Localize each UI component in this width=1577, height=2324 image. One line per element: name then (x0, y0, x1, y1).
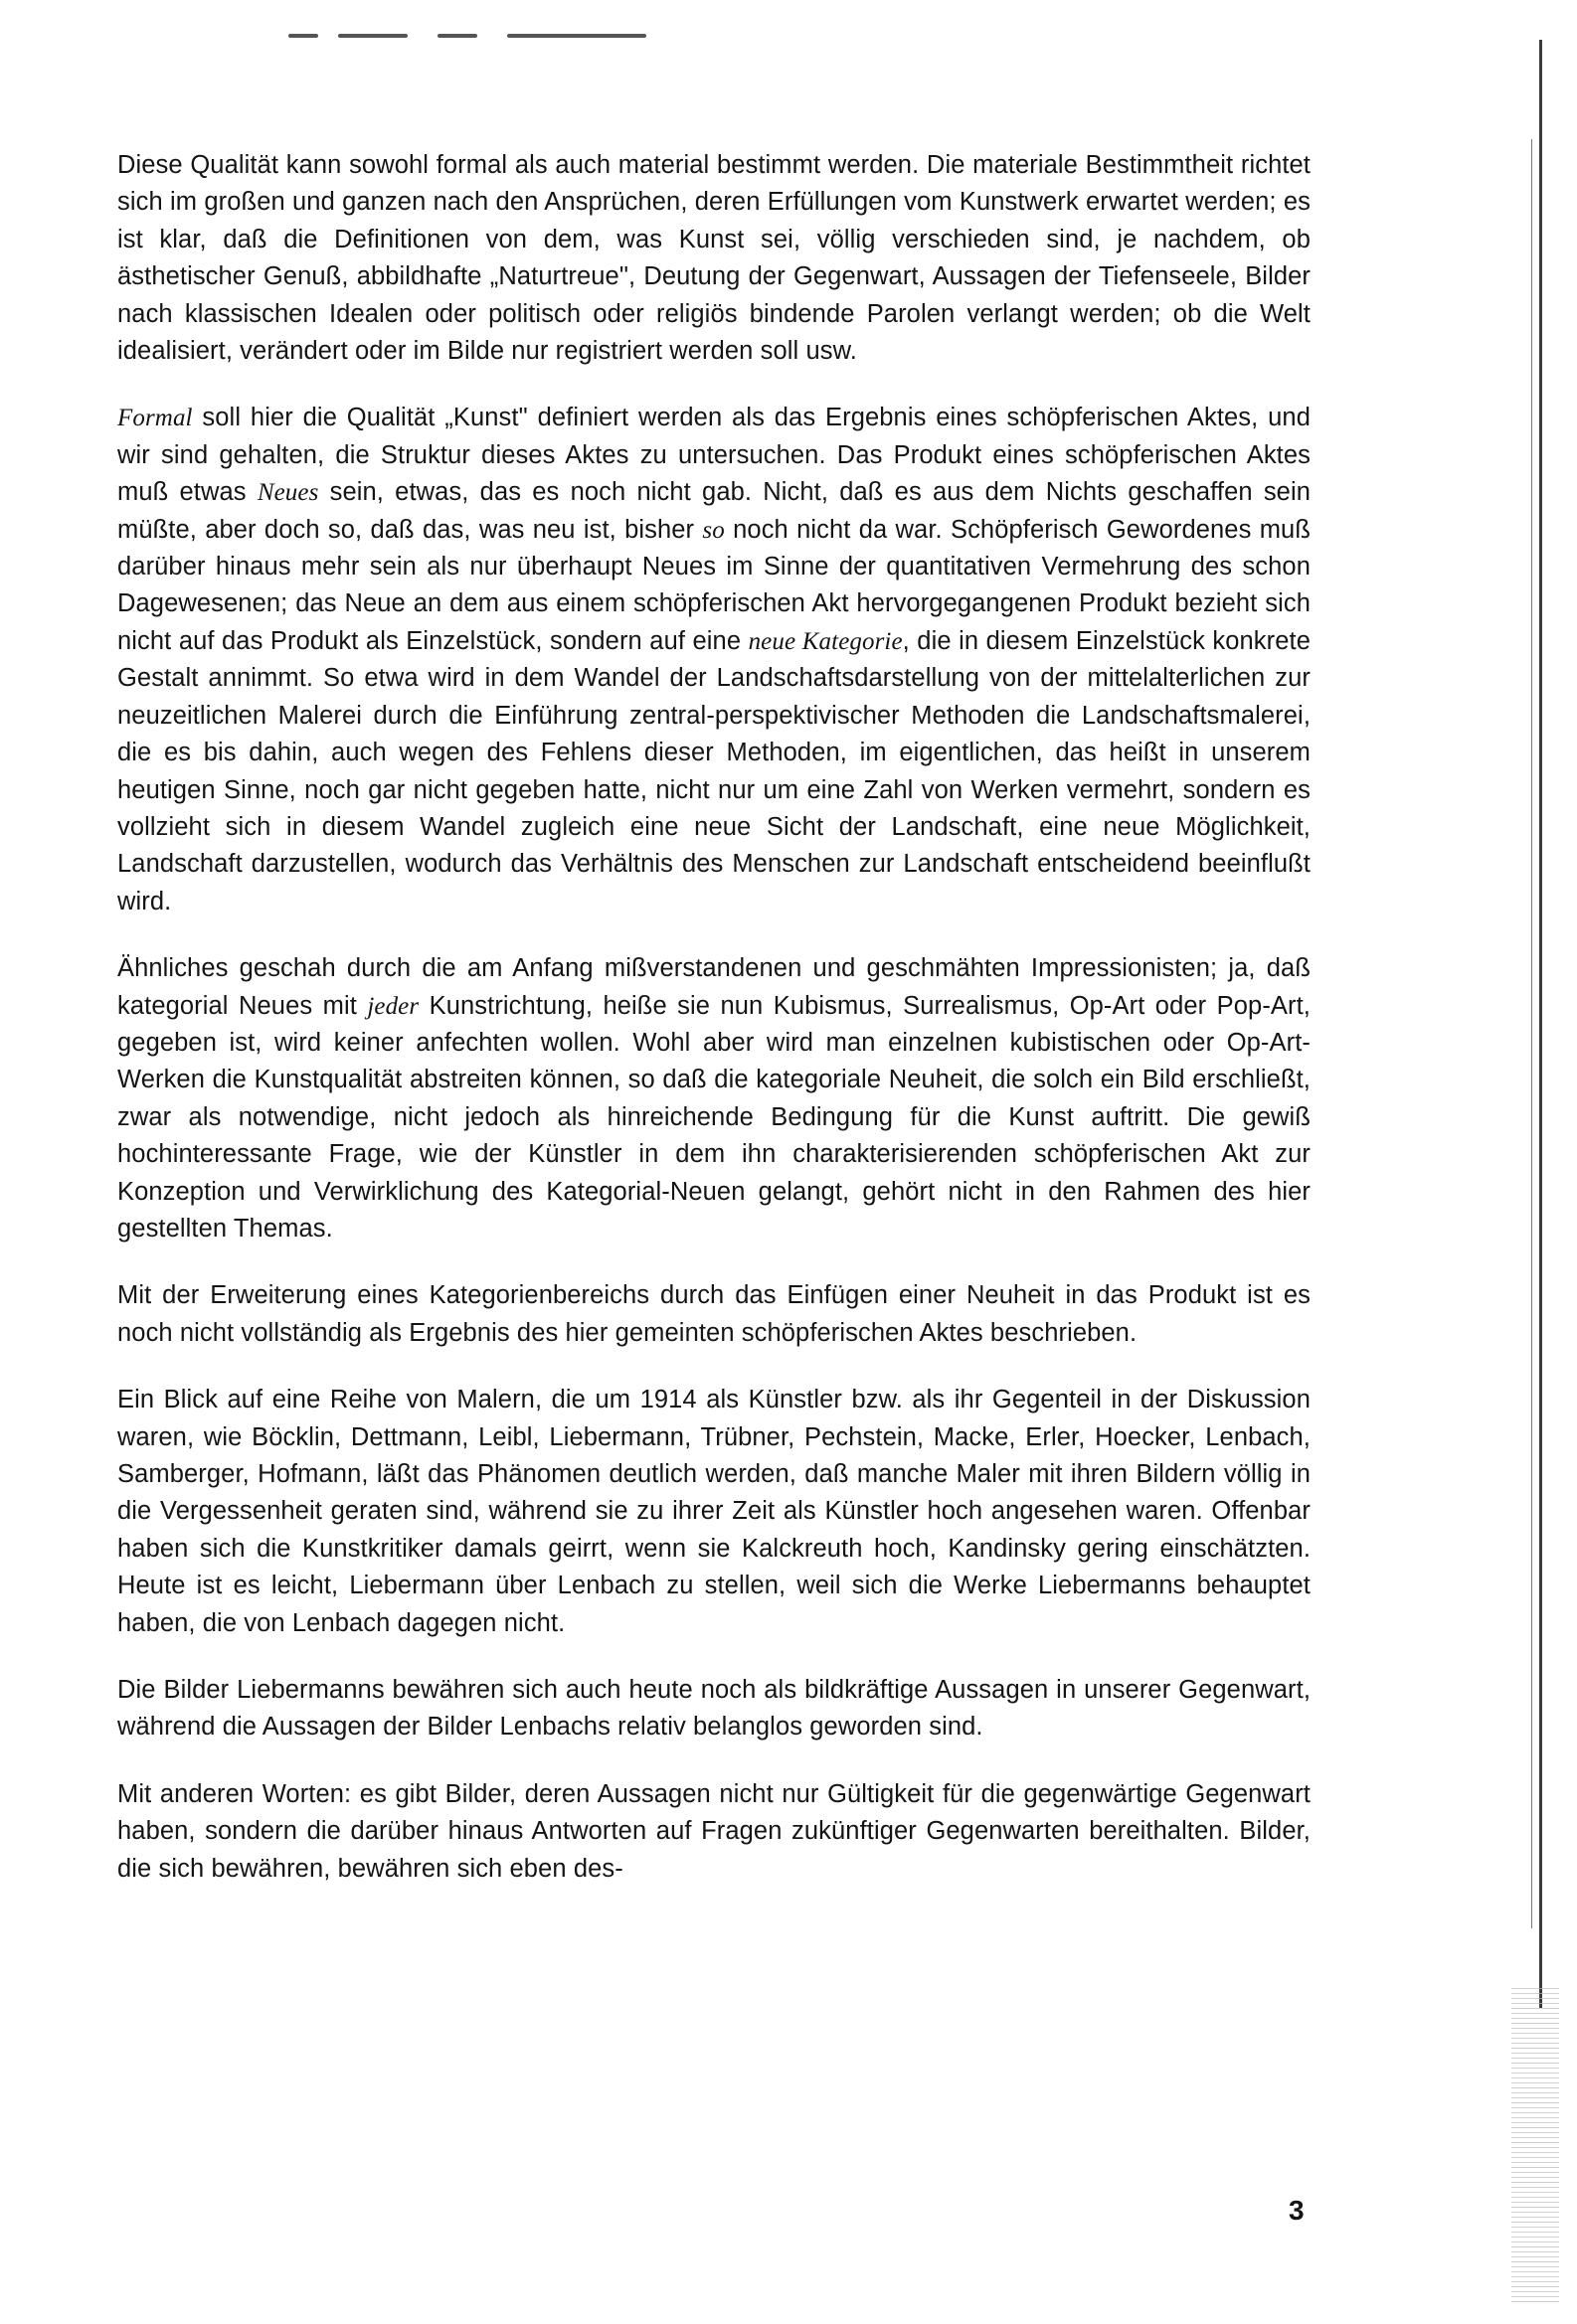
paragraph-4 (117, 1277, 1311, 1352)
italic-run: jeder (367, 992, 420, 1020)
paragraph-1 (117, 147, 1311, 370)
scan-header-marks (288, 28, 706, 42)
paragraph-2 (117, 400, 1311, 920)
scan-binding-edge (1503, 40, 1563, 2316)
page-body (117, 147, 1311, 1917)
text-run: Kunstrichtung, heiße sie nun Kubismus, Surrealismus, Op-Art oder Pop-Art, gegeben ist, wird keiner anfechten wollen. Wohl aber wird man einzelnen kubistischen oder Op-Art-Werken die Kunstqualität abstreiten können, so daß die kategoriale Neuheit, die solch ein Bild erschließt, zwar als notwendige, nicht jedoch als hinreichende Bedingung für die Kunst auftritt. Die gewiß hochinteressante Frage, wie der Künstler in dem ihn charakterisierenden schöpferischen Akt zur Konzeption und Verwirklichung des Kategorial-Neuen gelangt, gehört nicht in den Rahmen des hier gestellten Themas. (117, 991, 1311, 1243)
text-run: sein, etwas, das es noch nicht gab. Nicht, daß es aus dem Nichts geschaffen sein müßte, aber doch so, daß das, was neu ist, bisher (117, 478, 1311, 544)
text-run: soll hier die Qualität „Kunst" definiert werden als das Ergebnis eines schöpferischen Aktes, und wir sind gehalten, die Struktur dieses Aktes zu untersuchen. Das Produkt eines schöpferischen Aktes muß etwas (117, 404, 1311, 507)
paragraph-7 (117, 1776, 1311, 1888)
binding-line-thin (1531, 139, 1532, 1928)
text-run: Diese Qualität kann sowohl formal als auch material bestimmt werden. Die materiale Bestimmtheit richtet sich im großen und ganzen nach den Ansprüchen, deren Erfüllungen vom Kunstwerk erwartet werden; es ist klar, daß die Definitionen von dem, was Kunst sei, völlig verschieden sind, je nachdem, ob ästhetischer Genuß, abbildhafte „Naturtreue", Deutung der Gegenwart, Aussagen der Tiefenseele, Bilder nach klassischen Idealen oder politisch oder religiös bindende Parolen verlangt werden; ob die Welt idealisiert, verändert oder im Bilde nur registriert werden soll usw. (117, 151, 1311, 366)
text-run: Die Bilder Liebermanns bewähren sich auch heute noch als bildkräftige Aussagen in unserer Gegenwart, während die Aussagen der Bilder Lenbachs relativ belanglos geworden sind. (117, 1676, 1311, 1742)
italic-run: Neues (257, 479, 319, 507)
text-run: Mit anderen Worten: es gibt Bilder, deren Aussagen nicht nur Gültigkeit für die gegenwärtige Gegenwart haben, sondern die darüber hinaus Antworten auf Fragen zukünftiger Gegenwarten bereithalten. Bilder, die sich bewähren, bewähren sich eben des- (117, 1779, 1311, 1883)
italic-run: so (702, 516, 725, 544)
text-run: Mit der Erweiterung eines Kategorienbereichs durch das Einfügen einer Neuheit in das Produkt ist es noch nicht vollständig als Ergebnis des hier gemeinten schöpferischen Aktes beschrieben. (117, 1281, 1311, 1347)
text-run: noch nicht da war. Schöpferisch Gewordenes muß darüber hinaus mehr sein als nur überhaupt Neues im Sinne der quantitativen Vermehrung des schon Dagewesenen; das Neue an dem aus einem schöpferischen Akt hervorgegangenen Produkt bezieht sich nicht auf das Produkt als Einzelstück, sondern auf eine (117, 515, 1311, 655)
text-run: , die in diesem Einzelstück konkrete Gestalt annimmt. So etwa wird in dem Wandel der Landschaftsdarstellung von der mittelalterlichen zur neuzeitlichen Malerei durch die Einführung zentral-perspektivischer Methoden die Landschaftsmalerei, die es bis dahin, auch wegen des Fehlens dieser Methoden, im eigentlichen, das heißt in unserem heutigen Sinne, noch gar nicht gegeben hatte, nicht nur um eine Zahl von Werken vermehrt, sondern es vollzieht sich in diesem Wandel zugleich eine neue Sicht der Landschaft, eine neue Möglichkeit, Landschaft darzustellen, wodurch das Verhältnis des Menschen zur Landschaft entscheidend beeinflußt wird. (117, 626, 1311, 915)
scan-noise (1511, 1988, 1559, 2306)
page-number: 3 (1289, 2195, 1305, 2226)
text-run: Ähnliches geschah durch die am Anfang mißverstandenen und geschmähten Impressionisten; ja, daß kategorial Neues mit (117, 954, 1311, 1020)
italic-run: Formal (117, 405, 193, 432)
paragraph-3 (117, 950, 1311, 1247)
text-run: Ein Blick auf eine Reihe von Malern, die um 1914 als Künstler bzw. als ihr Gegenteil in der Diskussion waren, wie Böcklin, Dettmann, Leibl, Liebermann, Trübner, Pechstein, Macke, Erler, Hoecker, Lenbach, Samberger, Hofmann, läßt das Phänomen deutlich werden, daß manche Maler mit ihren Bildern völlig in die Vergessenheit geraten sind, während sie zu ihrer Zeit als Künstler hoch angesehen waren. Offenbar haben sich die Kunstkritiker damals geirrt, wenn sie Kalckreuth hoch, Kandinsky gering einschätzten. Heute ist es leicht, Liebermann über Lenbach zu stellen, weil sich die Werke Liebermanns behauptet haben, die von Lenbach dagegen nicht. (117, 1386, 1311, 1637)
paragraph-5 (117, 1382, 1311, 1642)
paragraph-6 (117, 1672, 1311, 1746)
binding-line (1539, 40, 1542, 2008)
italic-run: neue Kategorie (748, 627, 903, 655)
